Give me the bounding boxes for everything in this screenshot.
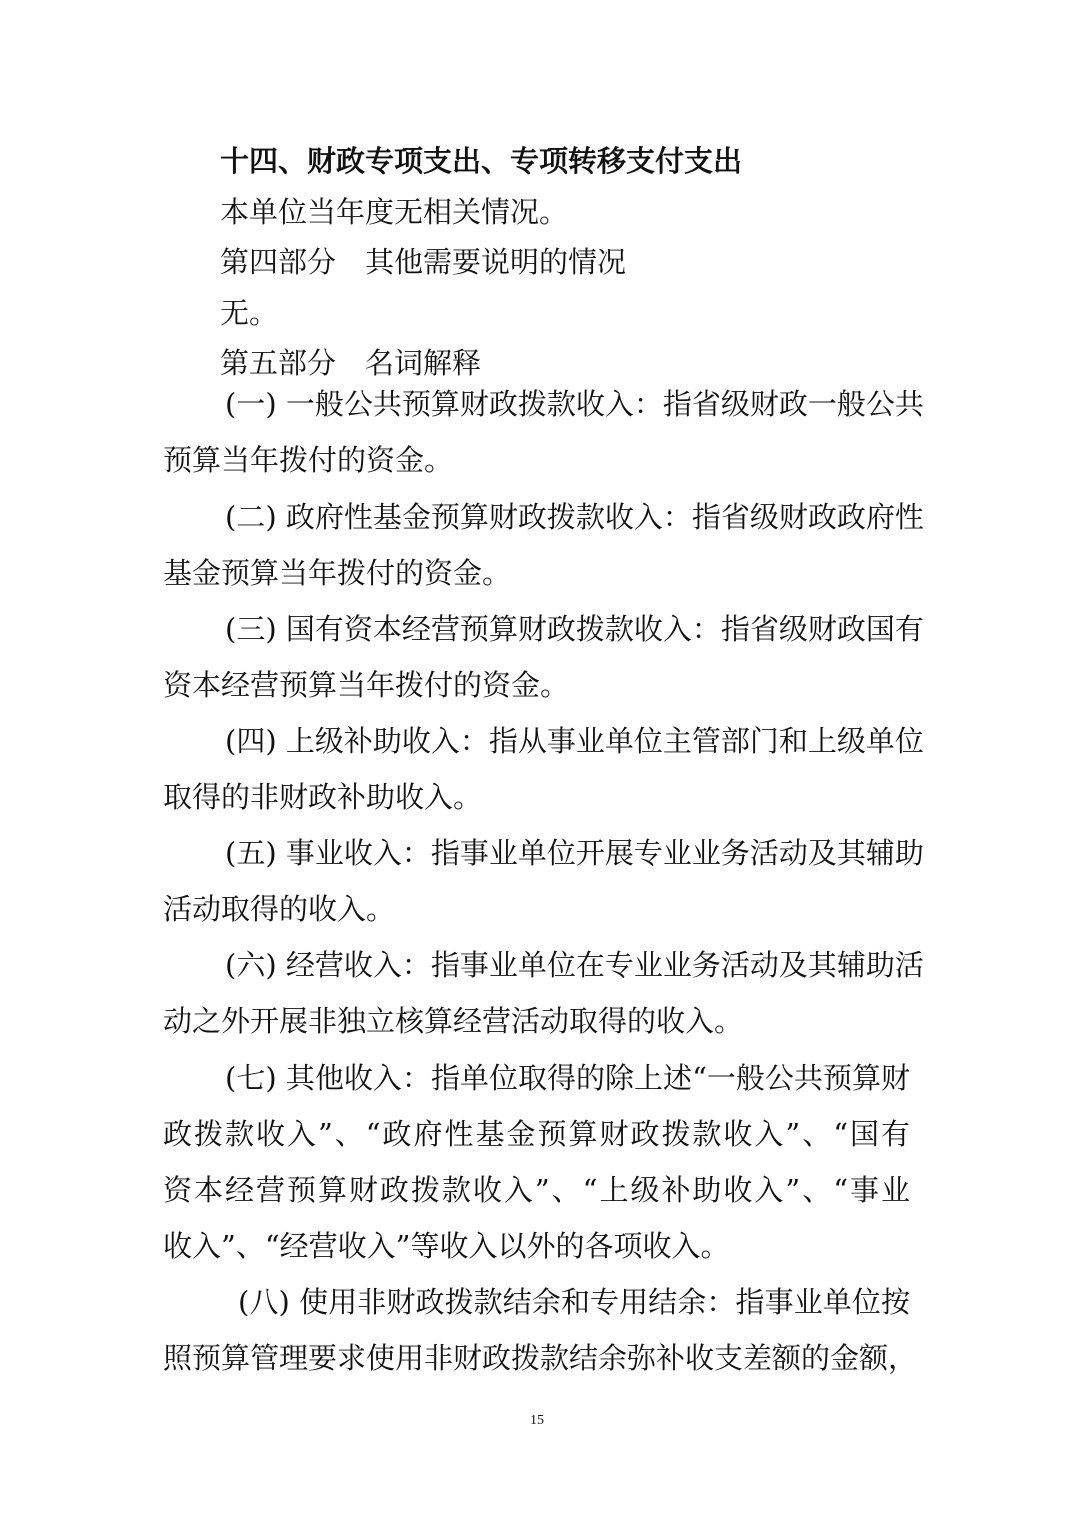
- term-item-6-line-2: 动之外开展非独立核算经营活动取得的收入。: [163, 1004, 744, 1038]
- term-item-2-line-1: (二) 政府性基金预算财政拨款收入：指省级财政政府性: [225, 500, 924, 534]
- term-item-3-line-2: 资本经营预算当年拨付的资金。: [163, 668, 570, 702]
- term-item-5-line-2: 活动取得的收入。: [163, 892, 396, 926]
- term-item-7-line-2: 政拨款收入”、“政府性基金预算财政拨款收入”、“国有: [163, 1117, 910, 1151]
- term-item-7-line-4: 收入”、“经营收入”等收入以外的各项收入。: [163, 1229, 730, 1263]
- term-item-6-line-1: (六) 经营收入：指事业单位在专业业务活动及其辅助活: [225, 948, 924, 982]
- term-item-7-line-3: 资本经营预算财政拨款收入”、“上级补助收入”、“事业: [163, 1173, 910, 1207]
- term-item-4-line-1: (四) 上级补助收入：指从事业单位主管部门和上级单位: [225, 724, 924, 758]
- term-item-1-line-1: (一) 一般公共预算财政拨款收入：指省级财政一般公共: [225, 387, 924, 421]
- term-item-7-line-1: (七) 其他收入：指单位取得的除上述“一般公共预算财: [225, 1061, 910, 1095]
- term-item-3-line-1: (三) 国有资本经营预算财政拨款收入：指省级财政国有: [225, 612, 924, 646]
- section-14-heading: 十四、财政专项支出、专项转移支付支出: [220, 144, 743, 178]
- term-item-1-line-2: 预算当年拨付的资金。: [163, 443, 454, 477]
- part-4-heading: 第四部分 其他需要说明的情况: [220, 245, 627, 279]
- term-item-5-line-1: (五) 事业收入：指事业单位开展专业业务活动及其辅助: [225, 836, 924, 870]
- term-item-8-line-2: 照预算管理要求使用非财政拨款结余弥补收支差额的金额，: [163, 1341, 918, 1375]
- part-5-heading: 第五部分 名词解释: [220, 346, 482, 380]
- section-14-body: 本单位当年度无相关情况。: [220, 195, 569, 229]
- term-item-2-line-2: 基金预算当年拨付的资金。: [163, 556, 512, 590]
- page-number: 15: [530, 1413, 544, 1428]
- term-item-4-line-2: 取得的非财政补助收入。: [163, 780, 483, 814]
- part-4-body: 无。: [220, 296, 279, 330]
- term-item-8-line-1: (八) 使用非财政拨款结余和专用结余：指事业单位按: [238, 1285, 910, 1319]
